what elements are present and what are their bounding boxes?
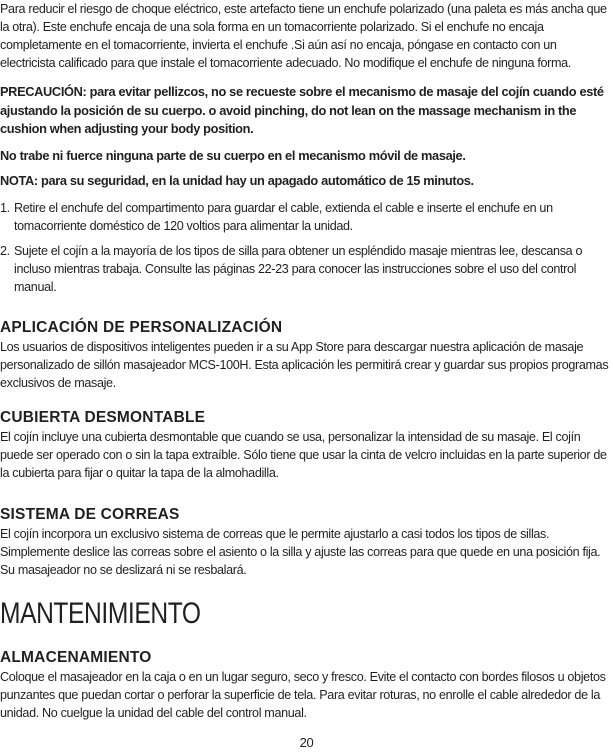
section-storage bbox=[0, 648, 613, 722]
section-cover bbox=[0, 408, 613, 482]
auto-shutoff-note: NOTA: para su seguridad, en la unidad hay un apagado automático de 15 minutos. bbox=[0, 173, 474, 188]
instruction-list bbox=[0, 199, 613, 303]
maintenance-heading: MANTENIMIENTO bbox=[0, 597, 201, 630]
step-number: 1. bbox=[0, 201, 10, 215]
instruction-step bbox=[0, 242, 613, 296]
step-number: 2. bbox=[0, 244, 10, 258]
step-text: Sujete el cojín a la mayoría de los tipos de silla para obtener un espléndido masaje mientras lee, descansa o incluso mientras trabaja. Consulte las páginas 22-23 para conocer las instrucciones sobre el uso del control manual. bbox=[14, 244, 583, 294]
section-body: El cojín incluye una cubierta desmontable que cuando se usa, personalizar la intensidad de su masaje. El cojín puede ser operado con o sin la tapa extraíble. Sólo tiene que usar la cinta de velcro incluidas en la parte superior de la cubierta para fijar o quitar la tapa de la almohadilla. bbox=[0, 430, 607, 480]
caution-paragraph: PRECAUCIÓN: para evitar pellizcos, no se recueste sobre el mecanismo de masaje del cojín cuando esté ajustando la posición de su cuerpo. o avoid pinching, do not lean on the massage mechanism in the cushion when adjusting your body position. bbox=[0, 84, 604, 136]
section-body: El cojín incorpora un exclusivo sistema de correas que le permite ajustarlo a casi todos los tipos de sillas. Simplemente deslice las correas sobre el asiento o la silla y ajuste las correas para que quede en una posición fija. Su masajeador no se deslizará ni se resbalará. bbox=[0, 527, 601, 577]
section-heading: CUBIERTA DESMONTABLE bbox=[0, 409, 206, 426]
step-text: Retire el enchufe del compartimento para guardar el cable, extienda el cable e inserte el enchufe en un tomacorriente doméstico de 120 voltios para alimentar la unidad. bbox=[14, 201, 553, 233]
section-heading: ALMACENAMIENTO bbox=[0, 649, 152, 666]
page-number: 20 bbox=[299, 735, 314, 750]
section-heading: SISTEMA DE CORREAS bbox=[0, 506, 180, 523]
polarized-plug-paragraph: Para reducir el riesgo de choque eléctrico, este artefacto tiene un enchufe polarizado (una paleta es más ancha que la otra). Este enchufe encaja de una sola forma en un tomacorriente polarizado. Si el enchufe no encaja completamente en el tomacorriente, invierta el enchufe .Si aún así no encaja, póngase en contacto con un electricista calificado para que instale el tomacorriente adecuado. No modifique el enchufe de ninguna forma. bbox=[0, 2, 607, 70]
section-body: Coloque el masajeador en la caja o en un lugar seguro, seco y fresco. Evite el contacto con bordes filosos u objetos punzantes que puedan cortar o perforar la superficie de tela. Para evitar roturas, no enrolle el cable alrededor de la unidad. No cuelgue la unidad del cable del control manual. bbox=[0, 670, 606, 720]
section-body: Los usuarios de dispositivos inteligentes pueden ir a su App Store para descargar nuestra aplicación de masaje personalizado de sillón masajeador MCS-100H. Esta aplicación les permitirá crear y guardar sus propios programas exclusivos de masaje. bbox=[0, 340, 609, 390]
section-app bbox=[0, 318, 613, 392]
instruction-step bbox=[0, 199, 613, 235]
section-straps bbox=[0, 505, 613, 579]
section-heading: APLICACIÓN DE PERSONALIZACIÓN bbox=[0, 319, 283, 336]
warning-paragraph: No trabe ni fuerce ninguna parte de su cuerpo en el mecanismo móvil de masaje. bbox=[0, 148, 466, 163]
